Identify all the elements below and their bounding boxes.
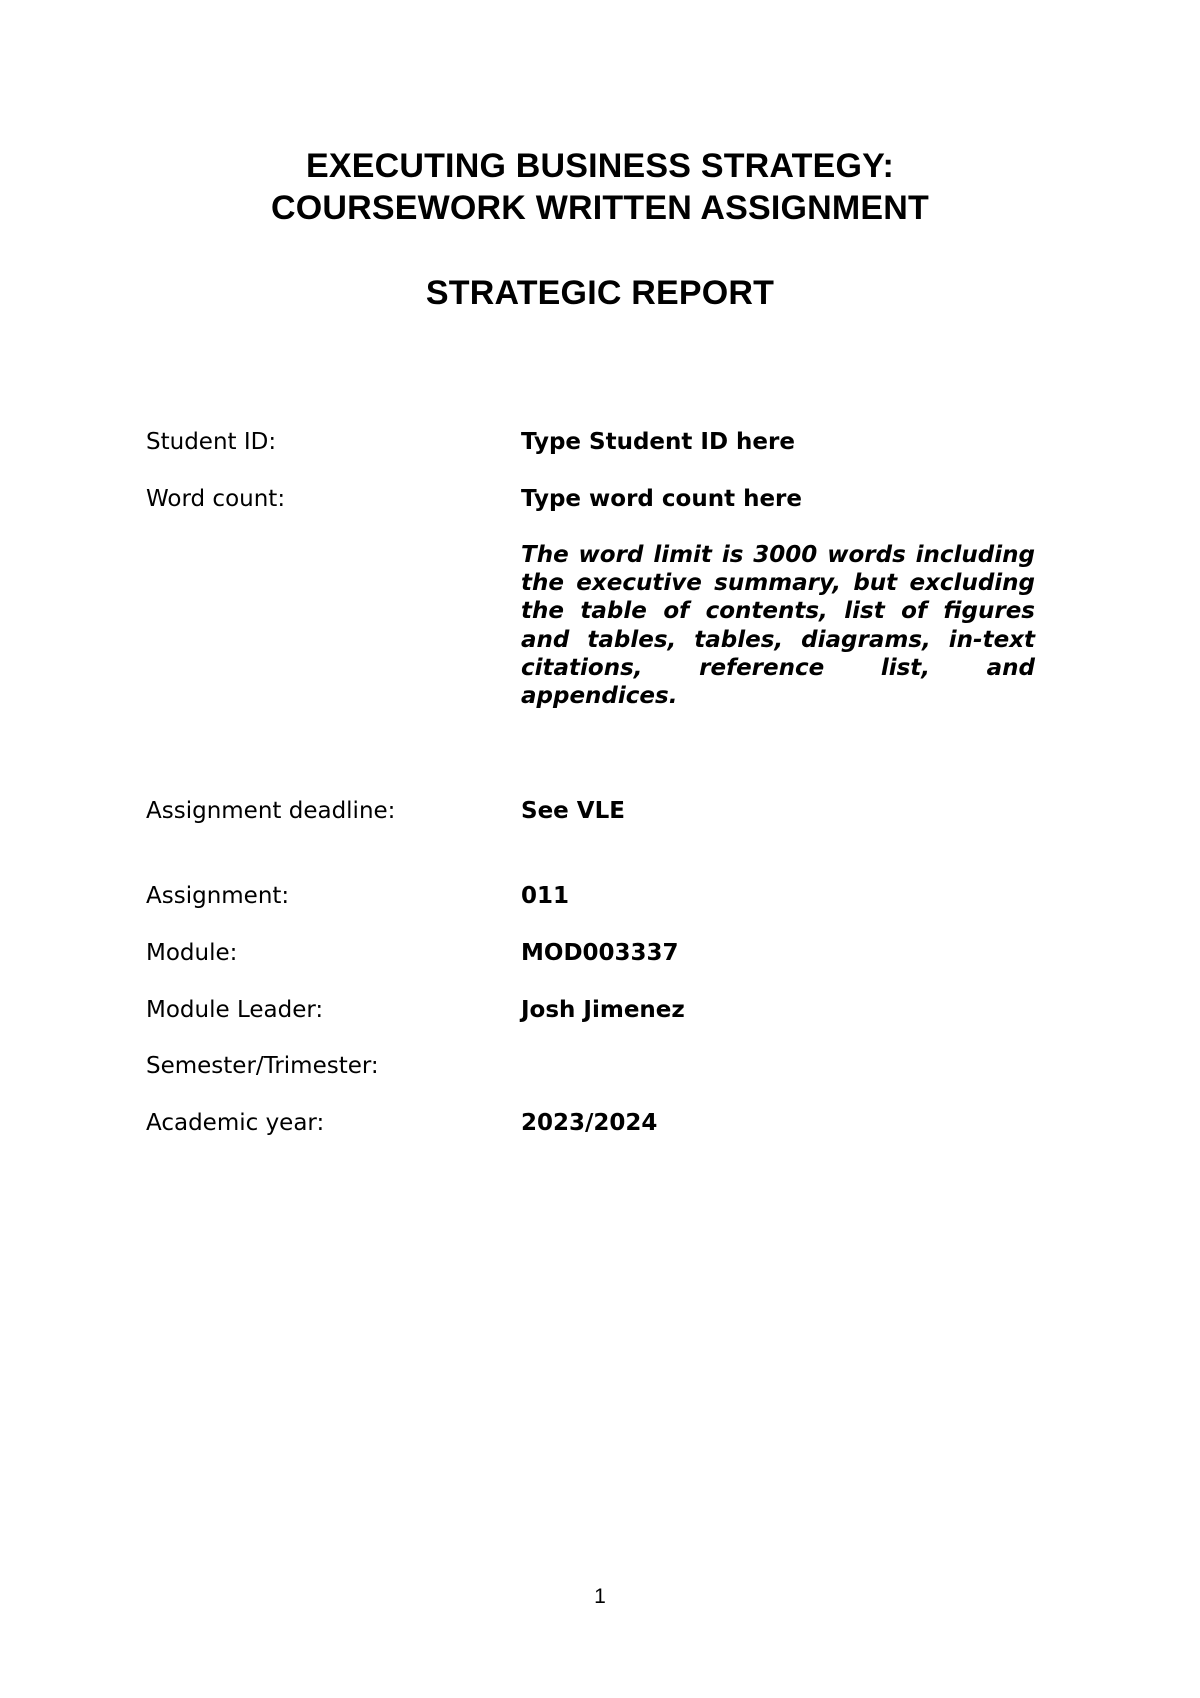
assignment-deadline-value: See VLE <box>521 798 625 824</box>
academic-year-label: Academic year: <box>146 1110 325 1136</box>
page-number: 1 <box>594 1585 606 1608</box>
student-id-label: Student ID: <box>146 429 277 455</box>
word-count-label: Word count: <box>146 486 286 512</box>
document-title-line-2: COURSEWORK WRITTEN ASSIGNMENT <box>270 189 930 227</box>
module-value: MOD003337 <box>521 940 679 966</box>
assignment-value: 011 <box>521 883 570 909</box>
module-label: Module: <box>146 940 238 966</box>
student-id-value: Type Student ID here <box>521 429 795 455</box>
document-title-line-1: EXECUTING BUSINESS STRATEGY: <box>305 147 895 185</box>
module-leader-value: Josh Jimenez <box>521 997 685 1023</box>
document-subtitle: STRATEGIC REPORT <box>425 274 775 312</box>
assignment-deadline-label: Assignment deadline: <box>146 798 396 824</box>
module-leader-label: Module Leader: <box>146 997 324 1023</box>
word-limit-note: The word limit is 3000 words including the executive summary, but excluding the table of contents, list of figures and tables, tables, diagrams, in-text citations, reference list, and appendices. <box>521 542 1035 710</box>
academic-year-value: 2023/2024 <box>521 1110 658 1136</box>
word-count-value: Type word count here <box>521 486 802 512</box>
semester-label: Semester/Trimester: <box>146 1053 379 1079</box>
assignment-label: Assignment: <box>146 883 290 909</box>
